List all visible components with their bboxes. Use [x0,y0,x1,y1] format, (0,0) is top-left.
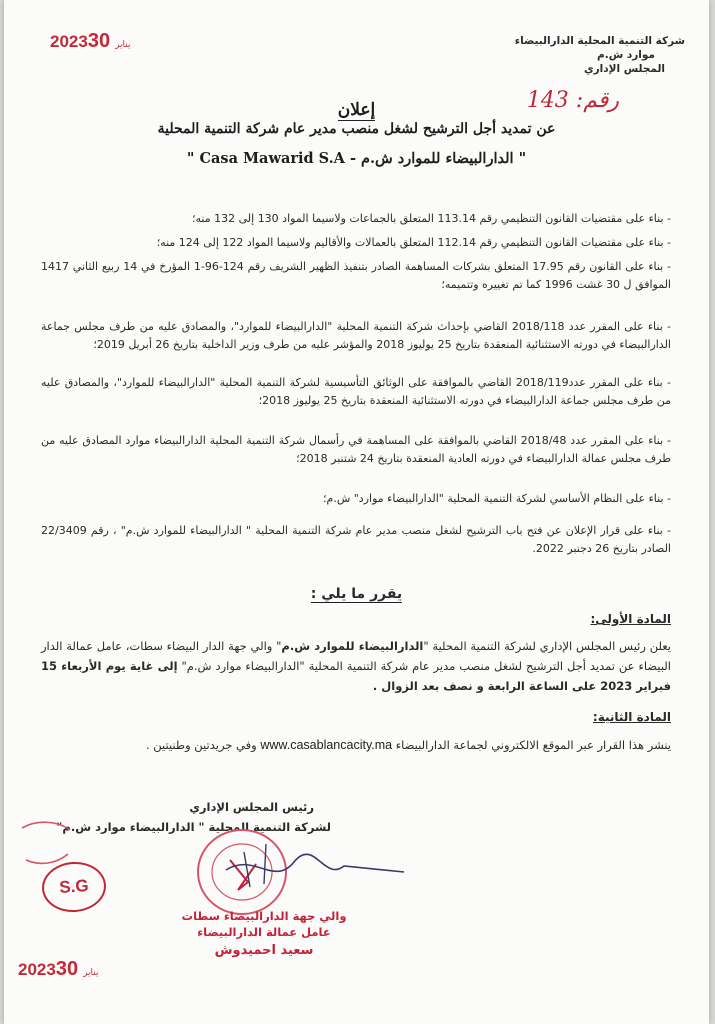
org-line: موارد ش.م [597,49,655,61]
article-1-heading: المادة الأولى: [590,612,671,626]
org-line: المجلس الإداري [583,63,665,75]
governor-title: والي جهة الدارالبيضاء سطات [181,909,347,923]
org-line: شركة التنمية المحلية الدارالبيضاء [514,35,685,47]
signature-company: لشركة التنمية المحلية " الدارالبيضاء موارد ش.م" [56,820,331,834]
preamble-item: - بناء على المقرر عدد 2018/48 القاضي بالموافقة على المساهمة في رأسمال شركة التنمية المحلية الدارالبيضاء موارد المصادق عليه من طرف مجلس عمالة الدارالبيضاء في دورته العادية المنعقدة بتاريخ 24 شتنبر 2018؛ [41,434,671,465]
governor-name: سعيد احميدوش [214,943,314,958]
article-2-text: ينشر هذا القرار عبر الموقع الالكتروني لجماعة الدارالبيضاء www.casablancacity.ma وفي جريدتين وطنيتين . [145,738,671,752]
stamp-year: 2023 [18,960,56,979]
article-1-text: يعلن رئيس المجلس الإداري لشركة التنمية المحلية "الدارالبيضاء للموارد ش.م" والي جهة الدار البيضاء سطات، عامل عمالة الدار البيضاء عن تمديد أجل الترشيح لشغل منصب مدير عام شركة التنمية المحلية "الدارالبيضاء موارد ش.م" إلى غاية يوم الأربعاء 15 فبراير 2023 على الساعة الرابعة و نصف بعد الزوال . [41,639,671,693]
preamble-item: - بناء على قرار الإعلان عن فتح باب الترشيح لشغل منصب مدير عام شركة التنمية المحلية " الدارالبيضاء للموارد ش.م" ، رقم 22/3409 الصادر بتاريخ 26 دجنبر 2022. [41,524,671,555]
announcement-subtitle: عن تمديد أجل الترشيح لشغل منصب مدير عام شركة التنمية المحلية [157,121,556,137]
date-stamp-bottom [18,958,104,981]
sg-stamp: S.G [40,860,107,914]
preamble-item: - بناء على مقتضيات القانون التنظيمي رقم 112.14 المتعلق بالعمالات والأقاليم ولاسيما المواد 122 إلى 124 منه؛ [156,236,671,249]
handwritten-signature-icon [214,832,414,902]
article-1-company: الدارالبيضاء للموارد ش.م [281,639,424,653]
small-seal-icon [16,818,76,868]
signature-title: رئيس المجلس الإداري [189,800,314,814]
stamp-day: 30 [87,30,111,52]
stamp-year: 2023 [50,32,88,51]
stamp-month: يناير [115,39,131,49]
reference-number: رقم: 143 [526,88,619,113]
announcement-title: إعلان [337,100,376,120]
document-page [4,0,709,1024]
preamble-item: - بناء على المقرر عدد 2018/118 القاضي بإحداث شركة التنمية المحلية "الدارالبيضاء للموارد"، والمصادق عليه من طرف مجلس جماعة الدارالبيضاء في دورته الاستثنائية المنعقدة بتاريخ 25 يوليوز 2018 والمؤشر عليه من طرف وزير الداخلية بتاريخ 26 أبريل 2019؛ [41,320,671,351]
preamble-item: - بناء على النظام الأساسي لشركة التنمية المحلية "الدارالبيضاء موارد" ش.م؛ [323,492,671,505]
governor-subtitle: عامل عمالة الدارالبيضاء [197,925,331,939]
article-2-heading: المادة الثانية: [592,710,671,724]
decision-heading: يقرر ما يلي : [310,586,403,602]
preamble-item: - بناء على المقرر عدد2018/119 القاضي بالموافقة على الوثائق التأسيسية لشركة التنمية المحلية "الدارالبيضاء للموارد"، والمصادق عليه من طرف مجلس جماعة الدارالبيضاء في دورته الاستثنائية المنعقدة بتاريخ 25 يوليوز 2018؛ [41,376,671,407]
website-link[interactable]: www.casablancacity.ma [260,738,393,752]
governor-signature-block [134,908,394,959]
stamp-month: يناير [83,967,99,977]
organization-header [515,34,685,76]
preamble-item: - بناء على القانون رقم 17.95 المتعلق بشركات المساهمة الصادر بتنفيذ الظهير الشريف رقم 124-96-1 المؤرخ في 14 ربيع الثاني 1417 الموافق ل 30 غشت 1996 كما تم تغييره وتتميمه؛ [41,260,671,291]
date-stamp-top [50,30,136,53]
stamp-day: 30 [55,958,79,980]
company-name: " الدارالبيضاء للموارد ش.م - Casa Mawarid S.A " [186,150,527,167]
preamble-item: - بناء على مقتضيات القانون التنظيمي رقم 113.14 المتعلق بالجماعات ولاسيما المواد 130 إلى 132 منه؛ [192,212,671,225]
article-1-deadline: إلى غاية يوم الأربعاء 15 فبراير 2023 على الساعة الرابعة و نصف بعد الزوال . [41,659,671,693]
